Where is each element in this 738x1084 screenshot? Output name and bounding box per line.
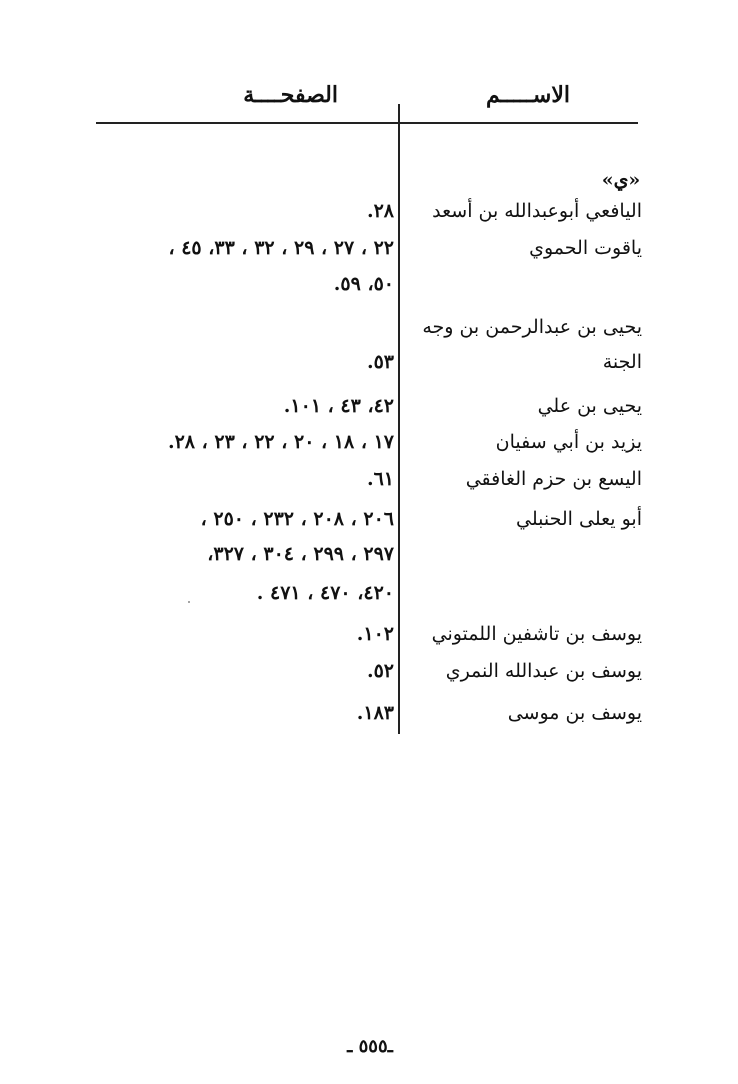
entry-pages: ٤٢، ٤٣ ، ١٠١. (283, 395, 394, 417)
entry-name: يوسف بن تاشفين اللمتوني (431, 623, 642, 645)
print-speck (188, 601, 190, 603)
entry-name: اليافعي أبوعبدالله بن أسعد (432, 200, 642, 222)
entry-pages: ٦١. (366, 468, 394, 490)
entry-name: يحيى بن عبدالرحمن بن وجه (422, 316, 642, 338)
entry-pages: ٥٢. (366, 660, 394, 682)
entry-pages: ١٧ ، ١٨ ، ٢٠ ، ٢٢ ، ٢٣ ، ٢٨. (167, 431, 394, 453)
entry-name: يزيد بن أبي سفيان (495, 431, 642, 453)
section-letter: «ي» (601, 169, 641, 191)
page-column-header: الصفحــــة (243, 82, 338, 108)
entry-pages: ٢٠٦ ، ٢٠٨ ، ٢٣٢ ، ٢٥٠ ، (200, 508, 394, 530)
entry-name: اليسع بن حزم الغافقي (465, 468, 642, 490)
entry-pages: ٥٠، ٥٩. (333, 273, 394, 295)
entry-pages: ٢٢ ، ٢٧ ، ٢٩ ، ٣٢ ، ٣٣، ٤٥ ، (168, 237, 394, 259)
entry-pages: ٢٩٧ ، ٢٩٩ ، ٣٠٤ ، ٣٢٧، (207, 543, 394, 565)
entry-pages: ٢٨. (366, 200, 394, 222)
entry-pages: ٤٢٠، ٤٧٠ ، ٤٧١ . (256, 582, 394, 604)
entry-name: الجنة (602, 351, 642, 373)
entry-name: يوسف بن موسى (507, 702, 642, 724)
name-column-header: الاســـــم (486, 82, 570, 108)
entry-pages: ٥٣. (366, 351, 394, 373)
entry-name: يحيى بن علي (537, 395, 642, 417)
entry-pages: ١٠٢. (356, 623, 394, 645)
entry-pages: ١٨٣. (356, 702, 394, 724)
entry-name: أبو يعلى الحنبلي (516, 508, 642, 530)
entry-name: ياقوت الحموي (529, 237, 642, 259)
page-number: ـ٥٥٥ ـ (347, 1036, 393, 1057)
entry-name: يوسف بن عبدالله النمري (445, 660, 642, 682)
